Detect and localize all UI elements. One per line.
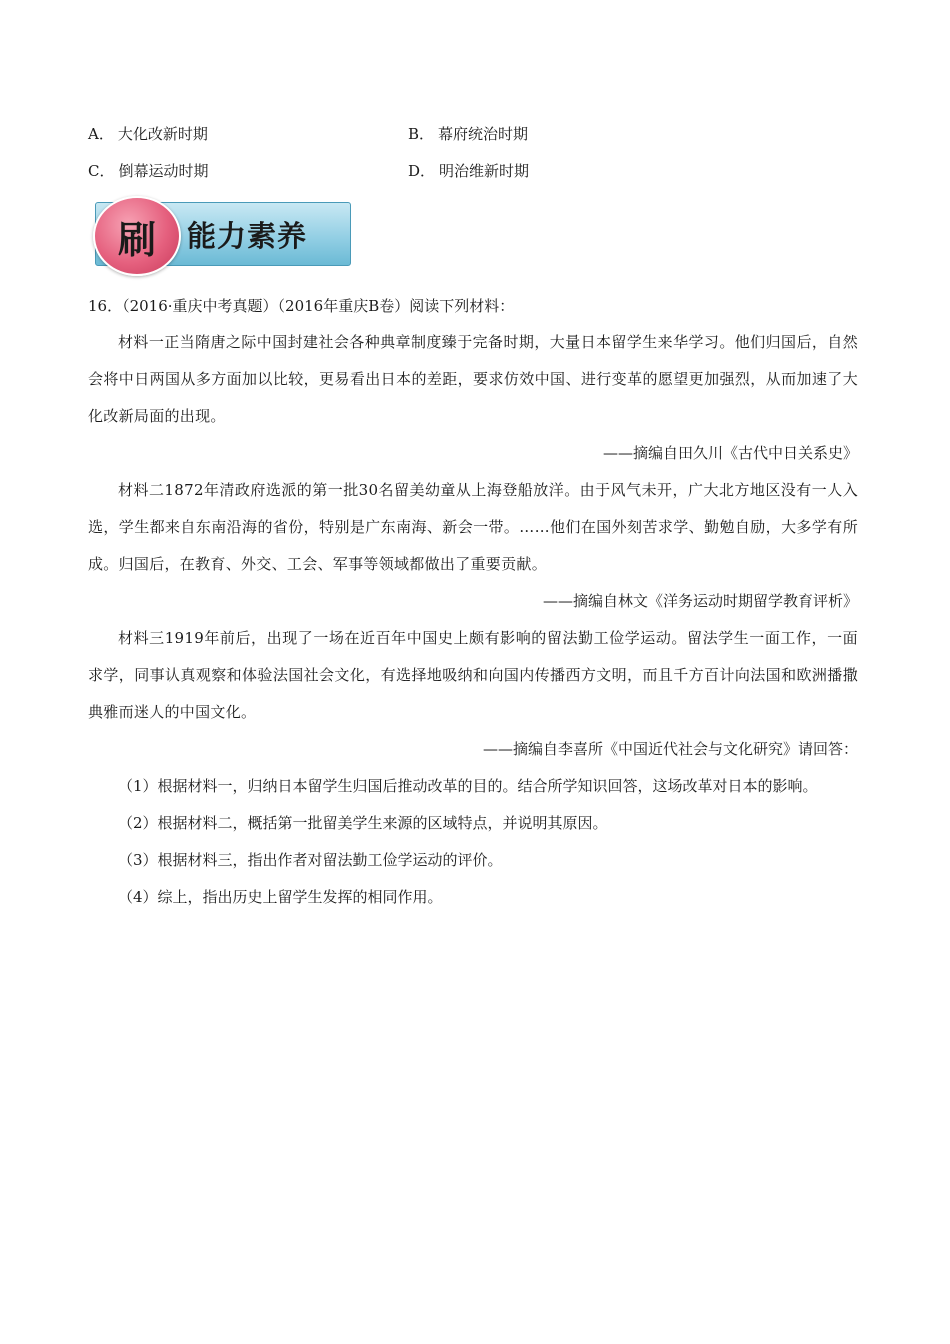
banner-char: 刷 xyxy=(117,217,156,262)
option-b[interactable] xyxy=(408,116,728,153)
banner-title: 能力素养 xyxy=(187,219,308,253)
material-2-source: ——摘编自林文《洋务运动时期留学教育评析》 xyxy=(542,592,858,610)
answer-options xyxy=(88,116,728,190)
option-letter: A． xyxy=(88,125,114,143)
material-1-text: 材料一正当隋唐之际中国封建社会各种典章制度臻于完备时期，大量日本留学生来华学习。他们归国后，自然会将中日两国从多方面加以比较，更易看出日本的差距，要求仿效中国、进行变革的愿望更加强烈，从而加速了大化改新局面的出现。 xyxy=(88,333,858,425)
options-row-1 xyxy=(88,116,728,153)
option-a[interactable] xyxy=(88,116,408,153)
sub-question-3: （3）根据材料三，指出作者对留法勤工俭学运动的评价。 xyxy=(118,851,503,869)
question-16 xyxy=(88,288,858,916)
option-text: 明治维新时期 xyxy=(439,162,530,180)
option-letter: B． xyxy=(408,125,435,143)
options-row-2 xyxy=(88,153,728,190)
sub-question-4: （4）综上，指出历史上留学生发挥的相同作用。 xyxy=(118,888,443,906)
material-1-source: ——摘编自田久川《古代中日关系史》 xyxy=(602,444,858,462)
option-text: 幕府统治时期 xyxy=(438,125,529,143)
banner-badge xyxy=(93,196,181,276)
option-text: 大化改新时期 xyxy=(117,125,208,143)
option-c[interactable] xyxy=(88,153,408,190)
section-banner xyxy=(93,194,351,274)
option-letter: C． xyxy=(88,162,115,180)
option-letter: D． xyxy=(408,162,436,180)
sub-question-2: （2）根据材料二，概括第一批留美学生来源的区域特点，并说明其原因。 xyxy=(118,814,608,832)
option-text: 倒幕运动时期 xyxy=(118,162,209,180)
material-3-text: 材料三1919年前后，出现了一场在近百年中国史上颇有影响的留法勤工俭学运动。留法学生一面工作，一面求学，同事认真观察和体验法国社会文化，有选择地吸纳和向国内传播西方文明，而且千方百计向法国和欧洲播撒典雅而迷人的中国文化。 xyxy=(88,629,858,721)
question-header: 16．（2016·重庆中考真题）（2016年重庆B卷）阅读下列材料： xyxy=(88,297,515,315)
material-2-text: 材料二1872年清政府选派的第一批30名留美幼童从上海登船放洋。由于风气未开，广大北方地区没有一人入选，学生都来自东南沿海的省份，特别是广东南海、新会一带。……他们在国外刻苦求学、勤勉自励，大多学有所成。归国后，在教育、外交、工会、军事等领域都做出了重要贡献。 xyxy=(88,481,858,573)
option-d[interactable] xyxy=(408,153,728,190)
sub-question-1: （1）根据材料一，归纳日本留学生归国后推动改革的目的。结合所学知识回答，这场改革对日本的影响。 xyxy=(118,777,818,795)
material-3-source: ——摘编自李喜所《中国近代社会与文化研究》请回答： xyxy=(482,740,858,758)
